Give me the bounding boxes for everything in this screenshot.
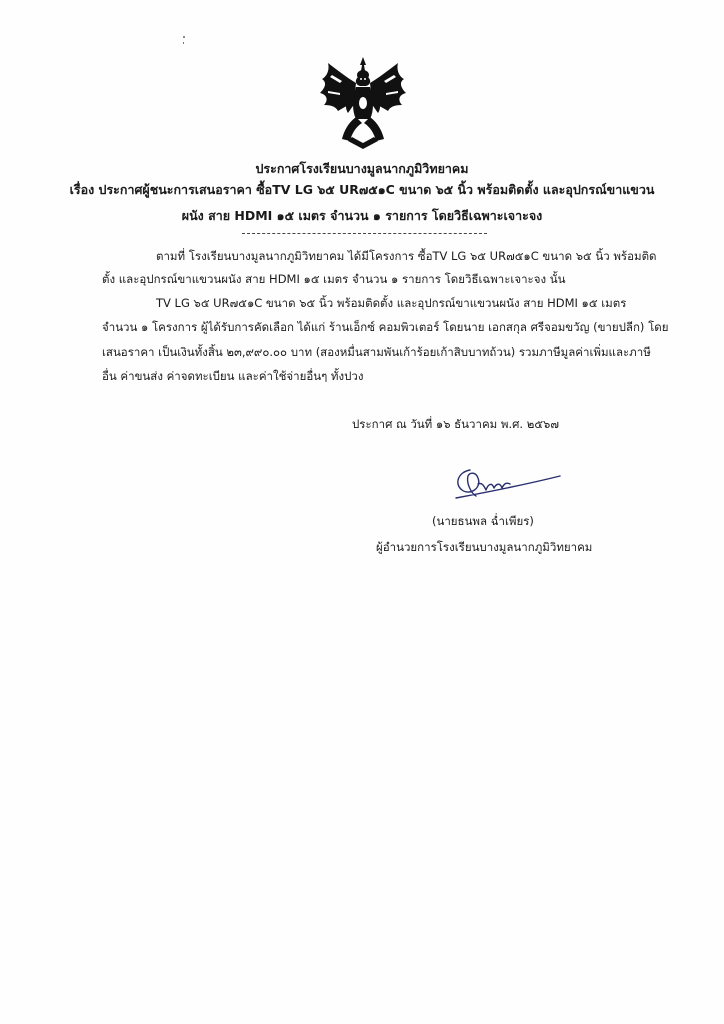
announcement-date: ประกาศ ณ วันที่ ๑๖ ธันวาคม พ.ศ. ๒๕๖๗ [352, 417, 559, 431]
body-line: ตามที่ โรงเรียนบางมูลนากภูมิวิทยาคม ได้มีโครงการ ซื้อTV LG ๖๕ UR๗๕๑C ขนาด ๖๕ นิ้ว พร้อมติด [156, 249, 657, 263]
signer-title: ผู้อำนวยการโรงเรียนบางมูลนากภูมิวิทยาคม [376, 540, 593, 554]
scan-speck [183, 36, 185, 38]
handwritten-signature-icon [448, 462, 563, 504]
scan-speck [183, 42, 184, 44]
announcement-subject-line-1: เรื่อง ประกาศผู้ชนะการเสนอราคา ซื้อTV LG ๖๕ UR๗๕๑C ขนาด ๖๕ นิ้ว พร้อมติดตั้ง และอุปกรณ์ขาแขวน [69, 182, 655, 197]
body-line: อื่น ค่าขนส่ง ค่าจดทะเบียน และค่าใช้จ่ายอื่นๆ ทั้งปวง [102, 369, 364, 383]
dashed-divider [242, 233, 487, 234]
announcement-subject-line-2: ผนัง สาย HDMI ๑๕ เมตร จำนวน ๑ รายการ โดยวิธีเฉพาะเจาะจง [181, 208, 543, 223]
body-line: จำนวน ๑ โครงการ ผู้ได้รับการคัดเลือก ได้แก่ ร้านเอ็กซ์ คอมพิวเตอร์ โดยนาย เอกสกุล ศรีจอมขวัญ (ขายปลีก) โดย [102, 320, 669, 334]
garuda-emblem-icon [318, 55, 408, 150]
body-line: เสนอราคา เป็นเงินทั้งสิ้น ๒๓,๙๙๐.๐๐ บาท (สองหมื่นสามพันเก้าร้อยเก้าสิบบาทถ้วน) รวมภาษีมูลค่าเพิ่มและภาษี [102, 345, 651, 359]
announcement-title: ประกาศโรงเรียนบางมูลนากภูมิวิทยาคม [255, 161, 469, 176]
body-line: ตั้ง และอุปกรณ์ขาแขวนผนัง สาย HDMI ๑๕ เมตร จำนวน ๑ รายการ โดยวิธีเฉพาะเจาะจง นั้น [102, 272, 566, 286]
signer-name: (นายธนพล ฉ่ำเพียร) [432, 514, 534, 528]
body-line: TV LG ๖๕ UR๗๕๑C ขนาด ๖๕ นิ้ว พร้อมติดตั้ง และอุปกรณ์ขาแขวนผนัง สาย HDMI ๑๕ เมตร [156, 296, 627, 310]
